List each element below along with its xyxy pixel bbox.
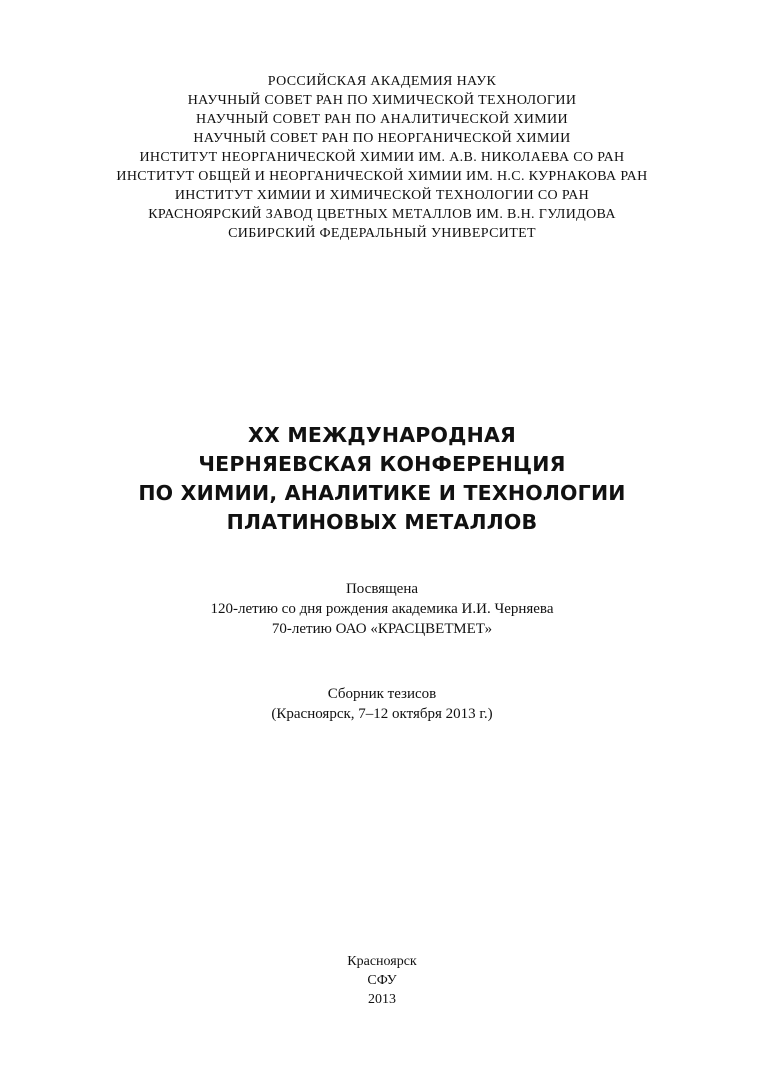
organization-line: ИНСТИТУТ ХИМИИ И ХИМИЧЕСКОЙ ТЕХНОЛОГИИ СО РАН bbox=[174, 188, 590, 203]
organization-line: СИБИРСКИЙ ФЕДЕРАЛЬНЫЙ УНИВЕРСИТЕТ bbox=[228, 226, 536, 241]
organization-line: НАУЧНЫЙ СОВЕТ РАН ПО АНАЛИТИЧЕСКОЙ ХИМИИ bbox=[196, 112, 568, 127]
organization-line: РОССИЙСКАЯ АКАДЕМИЯ НАУК bbox=[267, 74, 497, 89]
collection-block bbox=[0, 684, 764, 724]
organization-line: ИНСТИТУТ НЕОРГАНИЧЕСКОЙ ХИМИИ ИМ. А.В. НИКОЛАЕВА СО РАН bbox=[139, 150, 625, 165]
imprint-year: 2013 bbox=[368, 992, 396, 1007]
organization-line: НАУЧНЫЙ СОВЕТ РАН ПО ХИМИЧЕСКОЙ ТЕХНОЛОГИИ bbox=[187, 93, 577, 108]
imprint-publisher: СФУ bbox=[367, 973, 397, 988]
title-line: ЧЕРНЯЕВСКАЯ КОНФЕРЕНЦИЯ bbox=[198, 452, 566, 476]
collection-line: (Красноярск, 7–12 октября 2013 г.) bbox=[271, 706, 493, 722]
dedication-line: 120-летию со дня рождения академика И.И. Черняева bbox=[210, 601, 554, 617]
dedication-line: 70-летию ОАО «КРАСЦВЕТМЕТ» bbox=[271, 621, 493, 637]
dedication-block bbox=[0, 579, 764, 639]
organization-line: КРАСНОЯРСКИЙ ЗАВОД ЦВЕТНЫХ МЕТАЛЛОВ ИМ. В.Н. ГУЛИДОВА bbox=[148, 207, 616, 222]
imprint-block bbox=[0, 952, 764, 1009]
dedication-line: Посвящена bbox=[345, 581, 419, 597]
collection-line: Сборник тезисов bbox=[327, 686, 437, 702]
title-line: XX МЕЖДУНАРОДНАЯ bbox=[247, 423, 517, 447]
organization-line: НАУЧНЫЙ СОВЕТ РАН ПО НЕОРГАНИЧЕСКОЙ ХИМИИ bbox=[193, 131, 571, 146]
organization-line: ИНСТИТУТ ОБЩЕЙ И НЕОРГАНИЧЕСКОЙ ХИМИИ ИМ. Н.С. КУРНАКОВА РАН bbox=[116, 169, 648, 184]
conference-title bbox=[0, 421, 764, 537]
organizations-list bbox=[0, 72, 764, 243]
imprint-city: Красноярск bbox=[347, 954, 417, 969]
title-line: ПЛАТИНОВЫХ МЕТАЛЛОВ bbox=[226, 510, 538, 534]
title-line: ПО ХИМИИ, АНАЛИТИКЕ И ТЕХНОЛОГИИ bbox=[138, 481, 626, 505]
